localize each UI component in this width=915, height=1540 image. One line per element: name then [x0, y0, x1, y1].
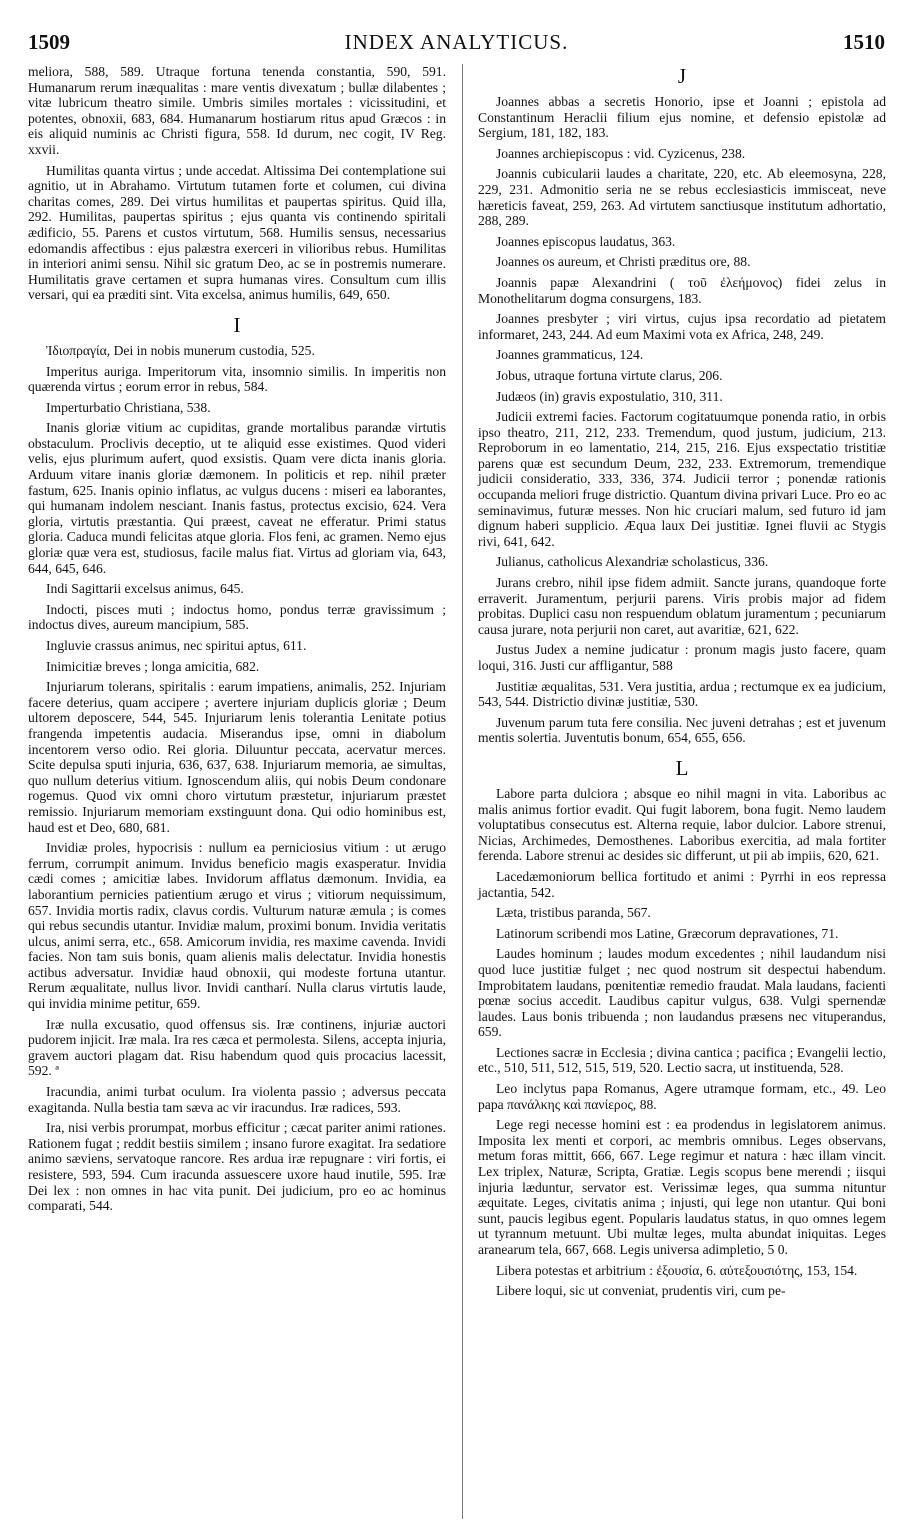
index-entry: Juvenum parum tuta fere consilia. Nec juveni detrahas ; est et juvenum mentis solertia. Juventutis bonum, 654, 655, 656.	[478, 714, 886, 746]
index-entry: Joannes abbas a secretis Honorio, ipse et Joanni ; epistola ad Constantinum Heraclii filium ejus nomine, et defensio epistolæ ad Sergium, 181, 182, 183.	[478, 94, 886, 141]
index-entry: Imperitus auriga. Imperitorum vita, insomnio similis. In imperitis non quærenda virtus ; eorum error in rebus, 584.	[28, 363, 446, 395]
index-entry: Judicii extremi facies. Factorum cogitatuumque ponenda ratio, in orbis ipso theatro, 211, 212, 233. Tremendum, quod justum, judicium, 213. Reproborum in eo lamentatio, 214, 215, 216. Ejus exspectatio tristitiæ parens quæ est secundum Deum, 232, 233. Extremorum, tremendique judicii consideratio, 333, 336, 374. Judicii terror ; ponendæ rationis occupanda meliori fruge districtio. Quantum divina privari Luce. Pro eo ac seminavimus, futuræ messes. Non hic cruciari malum, sed futuro id jam dignum haberi supplicio. Æqua laux Dei justitiæ. Ignei fluvii ac Stygis rivi, 641, 642.	[478, 409, 886, 549]
index-entry: Libere loqui, sic ut conveniat, prudentis viri, cum pe-	[496, 1283, 786, 1299]
index-entry: Lectiones sacræ in Ecclesia ; divina cantica ; pacifica ; Evangelii lectio, etc., 510, 511, 512, 515, 519, 520. Lectio sacra, ut instituenda, 528.	[478, 1044, 886, 1076]
index-entry: Latinorum scribendi mos Latine, Græcorum depravationes, 71.	[496, 925, 839, 941]
index-entry: Joannes grammaticus, 124.	[496, 347, 644, 363]
index-entry: Justus Judex a nemine judicatur : pronum magis justo facere, quam loqui, 316. Justi cur affligantur, 588	[478, 642, 886, 673]
index-entry: meliora, 588, 589. Utraque fortuna tenenda constantia, 590, 591. Humanarum rerum inæqualitas : mare ventis divexatum ; bullæ dilabentes ; vitæ lubricum theatro simile. Umbris similes mortales : vicissitudini, et potentes, obnoxii, 683, 684. Humanarum hostiarum ritus apud Græcos : in eis aliquid numinis ac Christi figura, 558. Id durum, nec cogit, IV Reg. xxvii.	[28, 64, 446, 157]
index-entry: Inanis gloriæ vitium ac cupiditas, grande mortalibus parandæ virtutis obstaculum. Proclivis deceptio, ut te aliquid esse existimes. Quod videri velis, ejus plurimum aufert, quod exsistis. Quam vere dicta inanis gloria. Arduum vitare inanis gloriæ dæmonem. In politicis et rep. nihil præter fastum, 625. Inanis opinio inflatus, ac vulgus ducens : miseri ea laborantes, qui humanam indolem nesciant. Inanis fastus, protectus excisio, 624. Vera gloria, virtutis præstantia. Qui præest, caveat ne efferatur. Primi status gloria. Caduca mundi felicitas atque gloria. Flos feni, ac gramen. Nemo ejus gloriæ quæ vera est, studiosus, facile malus fiat. Virtus ad gloriam via, 643, 644, 645, 646.	[28, 420, 446, 576]
page-header	[28, 30, 885, 60]
index-entry: Læta, tristibus paranda, 567.	[496, 905, 651, 921]
index-entry: Imperturbatio Christiana, 538.	[46, 399, 211, 415]
index-entry: Leo inclytus papa Romanus, Agere utramque formam, etc., 49. Leo papa πανάλκης καὶ πανίερος, 88.	[478, 1081, 886, 1112]
index-entry: Joannes archiepiscopus : vid. Cyzicenus, 238.	[496, 145, 746, 161]
index-entry: Invidiæ proles, hypocrisis : nullum ea perniciosius vitium : ut ærugo ferrum, corrumpit animum. Invidus beneficio magis exasperatur. Invidia cædi comes ; amicitiæ labes. Invidorum afflatus dæmonum. Invidia, ea laborantium pernicies patientium ærugo et virus ; vitiorum nequissimum, 657. Invidia mortis radix, clavus cordis. Vulturum naturæ æmula ; is comes qui rebus secundis utantur. Invidiæ malum, proximi bonum. Invidia veritatis ulcus, animi serra, etc., 658. Amicorum invidia, res maxime cavenda. Invidi facies. Non tam suis bonis, quam alienis malis delectatur. Invidia honestis actibus adversatur. Invidiæ haud obnoxii, qui modeste fortuna utantur. Rerum æqualitate, nullus livor. Invidi cantharí. Nulla clarus virtutis laude, qui invidia minime petitur, 659.	[28, 840, 446, 1012]
index-entry: Joannis papæ Alexandrini ( τοῦ ἐλεήμονος) fidei zelus in Monothelitarum dogma consurgens, 183.	[478, 274, 886, 306]
index-entry: Indocti, pisces muti ; indoctus homo, pondus terræ gravissimum ; indoctus dives, aureum mancipium, 585.	[28, 601, 446, 633]
index-entry: Joannes presbyter ; viri virtus, cujus ipsa recordatio ad pietatem informaret, 243, 244. Ad eum Maximi vota ex Africa, 248, 249.	[478, 311, 886, 342]
index-entry: Laudes hominum ; laudes modum excedentes ; nihil laudandum nisi quod luce justitiæ fulget ; nec quod nostrum sit despectui habendum. Improbitatem laudans, pœnitentiæ remedio fraudat. Mala laudans, facienti pœnæ socius accedit. Laudibus capitur vulgus, 638. Vulgi spernendæ laudes. Laus bonis tribuenda ; non laudandus præsens nec vituperandus, 659.	[478, 946, 886, 1040]
page-number-right: 1510	[843, 30, 885, 54]
right-column	[478, 64, 886, 1304]
index-entry: Joannes os aureum, et Christi præditus ore, 88.	[496, 254, 751, 270]
index-entry: Libera potestas et arbitrium : ἐξουσία, 6. αὐτεξουσιότης, 153, 154.	[496, 1262, 858, 1278]
index-entry: Labore parta dulciora ; absque eo nihil magni in vita. Laboribus ac malis animus fortior evadit. Qui fugit laborem, bona fugit. Nemo laudem voluptatibus consecutus est. Alterna requie, labor dulcior. Labore strenui, Nicias, Archimedes, Demosthenes. Laboribus exercitia, ad mala fortiter ferenda. Labore strenui ac desides sic differunt, ut pii ab impiis, 620, 621.	[478, 785, 886, 864]
index-entry: Humilitas quanta virtus ; unde accedat. Altissima Dei contemplatione sui agnitio, ut in Abrahamo. Virtutum tutamen forte et columen, cui divina charitas comes, 289. Dei virtus humilitas et paupertas spiritus. Quid illa, 292. Humilitas, paupertas spiritus ; ejus quanta vis continendo spiritali ædificio, 55. Parens et custos virtutum, 568. Humilis sensus, necessarius edomandis affectibus : ejus palæstra exerceri in vilioribus rebus. Humilitas in interiori animi sensu. Nihil sic gratum Deo, ac se in postremis numerare. Humilitatis grave certamen et supra humanas vires. Consultum cum illis versari, qui ea præditi sint. Vita excelsa, animus humilis, 649, 650.	[28, 162, 446, 303]
index-entry: Julianus, catholicus Alexandriæ scholasticus, 336.	[496, 554, 769, 570]
page-number-left: 1509	[28, 30, 70, 54]
index-entry: Justitiæ æqualitas, 531. Vera justitia, ardua ; rectumque ex ea judicium, 543, 544. Districtio divinæ justitiæ, 530.	[478, 678, 886, 710]
index-entry: Joannes episcopus laudatus, 363.	[496, 233, 676, 249]
section-letter: I	[233, 312, 241, 337]
index-entry: Inimicitiæ breves ; longa amicitia, 682.	[46, 658, 260, 674]
column-divider	[462, 64, 463, 1519]
running-title: INDEX ANALYTICUS.	[344, 30, 569, 54]
index-entry: Judæos (in) gravis expostulatio, 310, 311.	[496, 388, 723, 404]
index-entry: Lacedæmoniorum bellica fortitudo et animi : Pyrrhi in eos repressa jactantia, 542.	[478, 868, 886, 900]
section-letter: J	[677, 64, 687, 88]
index-entry: Jobus, utraque fortuna virtute clarus, 206.	[496, 367, 723, 383]
index-entry: Lege regi necesse homini est : ea prodendus in legislatorem animus. Imposita lex menti et corpori, ac membris omnibus. Leges observans, metum foras mittit, 666, 667. Lege regimur et natura : hæc illam vincit. Lex triplex, Naturæ, Scripta, Gratiæ. Legis scopus bene merendi ; iisqui injuria læduntur, servator est. Verissimæ leges, qua summa nituntur æquitate. Leges, civitatis anima ; injusti, qui lege non utantur. Qui boni sunt, paucis legibus egent. Popularis laudatus status, in quo omnes legem ut tyrannum metuunt. Ubi multæ leges, multa abundat iniquitas. Leges aranearum tela, 667, 668. Legis universa adimpletio, 5 0.	[478, 1117, 886, 1257]
index-entry: Ingluvie crassus animus, nec spiritui aptus, 611.	[46, 638, 307, 653]
index-entry: Iræ nulla excusatio, quod offensus sis. Iræ continens, injuriæ auctori pudorem injicit. Iræ mala. Ira res cæca et permolesta. Silens, accepta injuria, gravem auctori plagam dat. Risu habendum quod quis procacius lacessit, 592. ª	[28, 1016, 446, 1079]
index-entry: Joannis cubicularii laudes a charitate, 220, etc. Ab eleemosyna, 228, 229, 231. Admonitio seria ne se rebus ecclesiasticis immisceat, neve hæreticis faveat, 259, 263. Ad virtutem sanctiusque institutum adhortatio, 288, 289.	[478, 166, 886, 229]
index-entry: Iracundia, animi turbat oculum. Ira violenta passio ; adversus peccata exagitanda. Nulla bestia tam sæva ac vir iracundus. Iræ radices, 593.	[28, 1084, 446, 1115]
index-entry: Indi Sagittarii excelsus animus, 645.	[46, 581, 244, 597]
section-letter: L	[675, 755, 689, 780]
index-entry: Ἰδιοπραγία, Dei in nobis munerum custodia, 525.	[46, 342, 315, 358]
index-entry: Ira, nisi verbis prorumpat, morbus efficitur ; cæcat pariter animi rationes. Rationem fugat ; reddit bestiis similem ; insano furore exagitat. Ira sedatiore animo sæviens, servatoque rancore. Res ardua iræ repugnare : viri fortis, ei resistere, 593, 594. Cum iracunda assuescere uxore haud inutile, 595. Iræ Dei lex : non omnes in hac vita punit. Dei judicium, pro eo ac hominus comparati, 544.	[28, 1120, 446, 1214]
index-entry: Jurans crebro, nihil ipse fidem admiit. Sancte jurans, quandoque forte erraverit. Juramentum, perjurii parens. Viris probis major ad fidem probitas. Duplici casu non respuendum oblatum juramentum ; pecuniarum causa jurare, nota perjurii non caret, aut avaritiæ, 621, 622.	[478, 575, 886, 637]
index-entry: Injuriarum tolerans, spiritalis : earum impatiens, animalis, 252. Injuriam facere deterius, quam accipere ; avertere injuriam duplicis gloriæ ; Deum ultorem deposcere, 544, 545. Injuriarum lenis tolerantia Lenitate potius frangenda impetentis audacia. Miserandus ipse, omni in diabolum incentorem verso odio. Rei gloria. Diluuntur peccata, acervatur merces. Scite depulsa sputi injuria, 636, 637, 638. Injuriarum memoria, ae simultas, quo nullum deterius vitium. Ignoscendum aliis, qui nobis Deum condonare rogemus. Quod vix omni choro virtutum præstetur, injuriarum præstet remissio. Injuriarum memoriam exstinguunt dona. Qui odio hominibus est, haud est et Deo, 680, 681.	[28, 679, 446, 835]
left-column	[28, 64, 446, 1219]
